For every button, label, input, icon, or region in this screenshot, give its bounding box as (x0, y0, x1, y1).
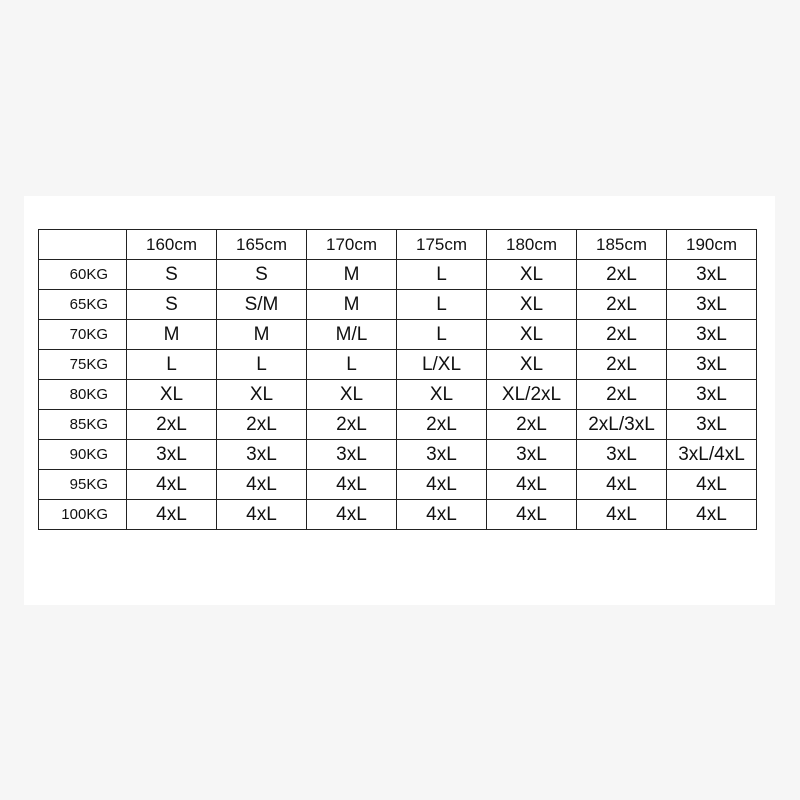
size-cell: 3xL (667, 350, 757, 380)
size-cell: M (307, 290, 397, 320)
size-cell: 4xL (307, 470, 397, 500)
size-cell: M (127, 320, 217, 350)
size-cell: 4xL (487, 500, 577, 530)
size-cell: 4xL (217, 500, 307, 530)
height-header: 185cm (577, 230, 667, 260)
size-cell: L (127, 350, 217, 380)
size-cell: XL/2xL (487, 380, 577, 410)
size-cell: 3xL (217, 440, 307, 470)
size-cell: M (217, 320, 307, 350)
size-cell: XL (127, 380, 217, 410)
weight-label: 95KG (39, 470, 127, 500)
size-cell: 4xL (667, 470, 757, 500)
size-cell: XL (487, 320, 577, 350)
size-cell: 4xL (487, 470, 577, 500)
size-cell: 4xL (397, 470, 487, 500)
size-cell: S (127, 260, 217, 290)
size-cell: XL (487, 290, 577, 320)
size-cell: S/M (217, 290, 307, 320)
size-cell: L (397, 290, 487, 320)
size-cell: 4xL (577, 500, 667, 530)
size-cell: 2xL (127, 410, 217, 440)
table-row (39, 470, 757, 500)
size-cell: 4xL (397, 500, 487, 530)
size-cell: 3xL (397, 440, 487, 470)
table-row (39, 260, 757, 290)
weight-label: 85KG (39, 410, 127, 440)
table-row (39, 440, 757, 470)
size-cell: S (127, 290, 217, 320)
size-cell: 3xL (667, 320, 757, 350)
height-header: 180cm (487, 230, 577, 260)
size-cell: 2xL (217, 410, 307, 440)
size-cell: M (307, 260, 397, 290)
weight-label: 80KG (39, 380, 127, 410)
size-cell: L (217, 350, 307, 380)
size-cell: 4xL (127, 500, 217, 530)
size-cell: 2xL (307, 410, 397, 440)
size-cell: 2xL (577, 320, 667, 350)
size-cell: 3xL (667, 290, 757, 320)
size-cell: 2xL (397, 410, 487, 440)
size-cell: XL (397, 380, 487, 410)
size-cell: L (397, 320, 487, 350)
size-cell: L (307, 350, 397, 380)
height-header: 165cm (217, 230, 307, 260)
size-cell: 4xL (667, 500, 757, 530)
table-row (39, 290, 757, 320)
table-row (39, 500, 757, 530)
height-header: 190cm (667, 230, 757, 260)
weight-label: 90KG (39, 440, 127, 470)
table-row (39, 320, 757, 350)
table-row (39, 410, 757, 440)
size-cell: 3xL (577, 440, 667, 470)
size-cell: 2xL/3xL (577, 410, 667, 440)
table-row (39, 380, 757, 410)
size-cell: 4xL (577, 470, 667, 500)
size-cell: 3xL (487, 440, 577, 470)
size-cell: 2xL (577, 350, 667, 380)
weight-label: 65KG (39, 290, 127, 320)
weight-label: 100KG (39, 500, 127, 530)
size-cell: 3xL (667, 380, 757, 410)
size-cell: 2xL (577, 260, 667, 290)
size-cell: 3xL (127, 440, 217, 470)
size-cell: 2xL (577, 290, 667, 320)
weight-label: 75KG (39, 350, 127, 380)
height-header: 175cm (397, 230, 487, 260)
size-cell: 4xL (307, 500, 397, 530)
size-cell: 4xL (127, 470, 217, 500)
corner-cell (39, 230, 127, 260)
size-cell: XL (487, 350, 577, 380)
size-cell: 4xL (217, 470, 307, 500)
weight-label: 70KG (39, 320, 127, 350)
size-cell: S (217, 260, 307, 290)
size-cell: L (397, 260, 487, 290)
size-cell: XL (217, 380, 307, 410)
size-cell: 3xL (667, 410, 757, 440)
size-chart-table (38, 229, 757, 530)
table-row (39, 350, 757, 380)
size-cell: 3xL/4xL (667, 440, 757, 470)
size-cell: XL (487, 260, 577, 290)
size-cell: L/XL (397, 350, 487, 380)
size-cell: 3xL (307, 440, 397, 470)
size-cell: 2xL (577, 380, 667, 410)
size-cell: XL (307, 380, 397, 410)
height-header: 160cm (127, 230, 217, 260)
weight-label: 60KG (39, 260, 127, 290)
header-row (39, 230, 757, 260)
height-header: 170cm (307, 230, 397, 260)
size-cell: 3xL (667, 260, 757, 290)
size-cell: 2xL (487, 410, 577, 440)
size-cell: M/L (307, 320, 397, 350)
